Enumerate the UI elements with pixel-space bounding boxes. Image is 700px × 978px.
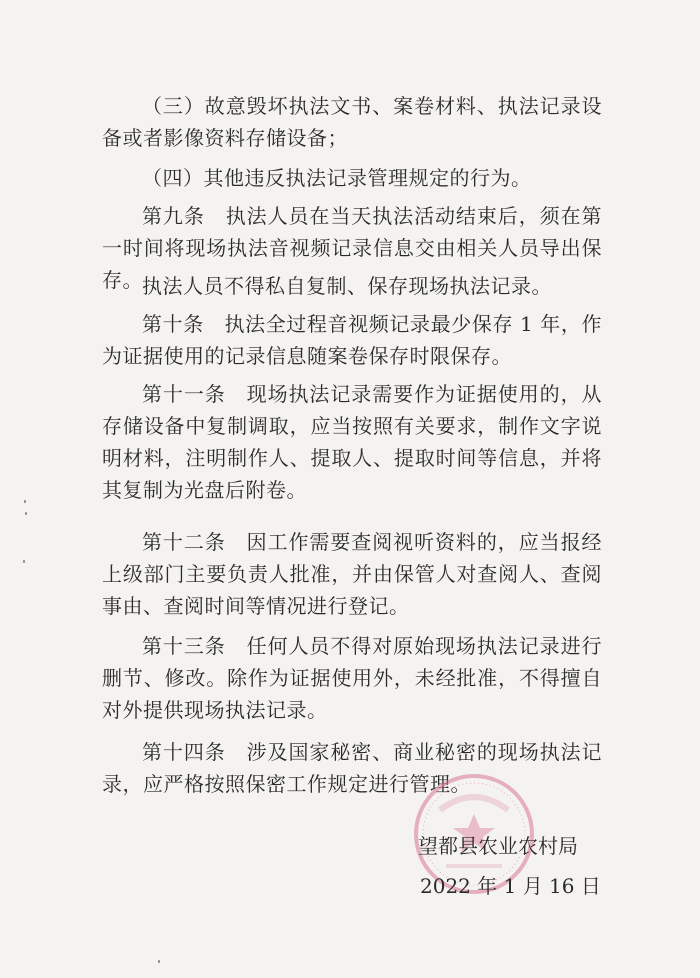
article-9-second-paragraph: 执法人员不得私自复制、保存现场执法记录。 [142, 274, 552, 298]
article-9-paragraph: 第九条 执法人员在当天执法活动结束后，须在第一时间将现场执法音视频记录信息交由相关人员导出保存。 [102, 204, 602, 292]
scan-speck [25, 512, 27, 515]
article-11-paragraph: 第十一条 现场执法记录需要作为证据使用的，从存储设备中复制调取，应当按照有关要求，制作文字说明材料，注明制作人、提取人、提取时间等信息，并将其复制为光盘后附卷。 [102, 382, 602, 502]
paragraph-item-4: （四）其他违反执法记录管理规定的行为。 [142, 166, 532, 190]
article-12-paragraph: 第十二条 因工作需要查阅视听资料的，应当报经上级部门主要负责人批准，并由保管人对查阅人、查阅事由、查阅时间等情况进行登记。 [102, 530, 602, 618]
article-14-paragraph: 第十四条 涉及国家秘密、商业秘密的现场执法记录，应严格按照保密工作规定进行管理。 [102, 740, 602, 796]
issue-date: 2022 年 1 月 16 日 [420, 874, 601, 898]
scan-speck [23, 560, 25, 563]
paragraph-item-3: （三）故意毁坏执法文书、案卷材料、执法记录设备或者影像资料存储设备； [102, 94, 602, 150]
scan-speck [158, 960, 160, 963]
issuing-authority: 望都县农业农村局 [418, 834, 578, 858]
article-10-paragraph: 第十条 执法全过程音视频记录最少保存 1 年，作为证据使用的记录信息随案卷保存时限保存。 [102, 312, 602, 368]
scan-speck [24, 500, 26, 503]
article-13-paragraph: 第十三条 任何人员不得对原始现场执法记录进行删节、修改。除作为证据使用外，未经批准，不得擅自对外提供现场执法记录。 [102, 634, 602, 722]
